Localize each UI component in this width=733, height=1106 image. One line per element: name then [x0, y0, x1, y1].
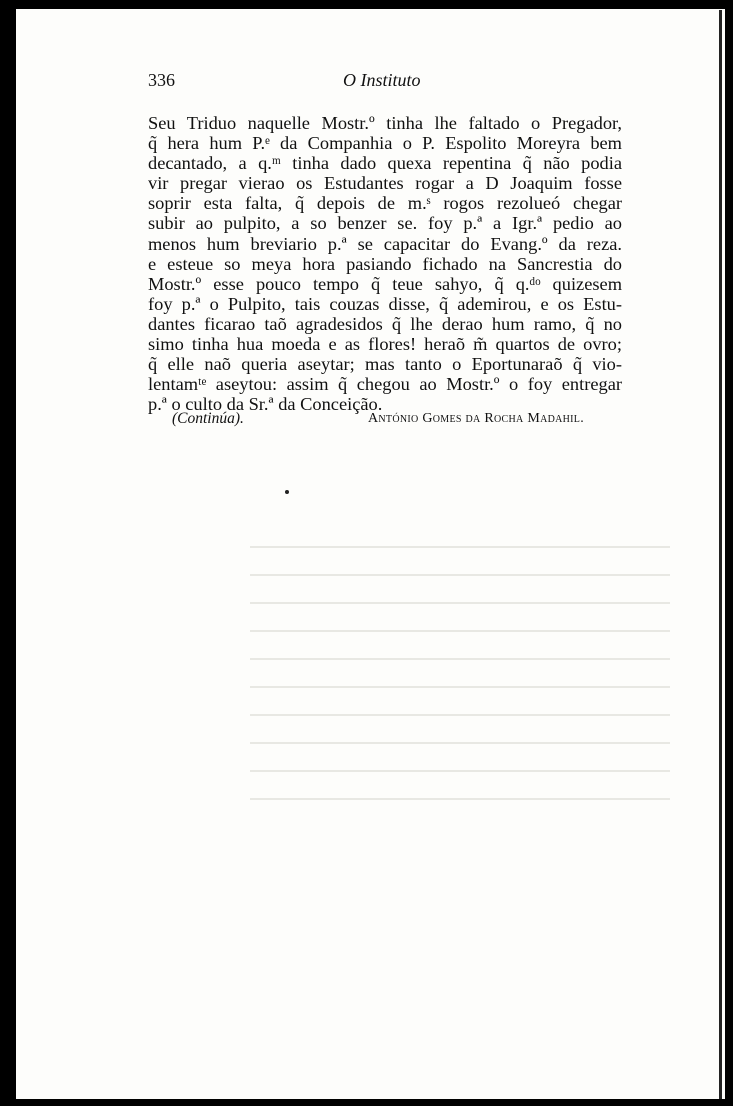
running-title: O Instituto [343, 70, 421, 90]
text-line: soprir esta falta, q̃ depois de m.ˢ rogos rezolueó chegar [148, 193, 622, 214]
text-line: vir pregar vierao os Estudantes rogar a D Joaquim fosse [148, 173, 622, 194]
scan-border-top [0, 0, 733, 9]
scan-border-right-inner [719, 10, 722, 1100]
text-line: e esteue so meya hora pasiando fichado na Sancrestia do [148, 253, 622, 274]
page-number: 336 [148, 70, 175, 90]
continued-note: (Continúa). [172, 410, 244, 427]
text-line: lentamᵗᵉ aseytou: assim q̃ chegou ao Mostr.º o foy entregar [148, 374, 622, 395]
text-line: decantado, a q.ᵐ tinha dado quexa repentina q̃ não podia [148, 153, 622, 174]
text-line: p.ª o culto da Sr.ª da Conceição. [148, 394, 383, 415]
author-signature: António Gomes da Rocha Madahil. [368, 411, 585, 426]
article-footer [172, 410, 612, 432]
text-line: menos hum breviario p.ª se capacitar do Evang.º da reza. [148, 233, 622, 254]
text-line: simo tinha hua moeda e as flores! heraõ m̃ quartos de ovro; [148, 334, 622, 355]
text-line: Mostr.º esse pouco tempo q̃ teue sahyo, q̃ q.ᵈᵒ quizesem [148, 273, 622, 294]
text-line: q̃ hera hum P.ᵉ da Companhia o P. Espolito Moreyra bem [148, 133, 622, 154]
page-header [148, 70, 622, 94]
text-line: dantes ficarao taõ agradesidos q̃ lhe derao hum ramo, q̃ no [148, 313, 622, 334]
text-line: q̃ elle naõ queria aseytar; mas tanto o Eportunaraõ q̃ vio- [148, 354, 622, 375]
reverse-side-bleed [250, 520, 670, 940]
text-line: Seu Triduo naquelle Mostr.º tinha lhe faltado o Pregador, [148, 113, 622, 133]
ink-speck [285, 490, 289, 494]
text-line: foy p.ª o Pulpito, tais couzas disse, q̃ ademirou, e os Estu- [148, 293, 622, 314]
body-paragraph [148, 113, 622, 414]
scan-border-right [725, 0, 733, 1106]
text-line: subir ao pulpito, a so benzer se. foy p.ª a Igr.ª pedio ao [148, 213, 622, 234]
scan-border-bottom [0, 1099, 733, 1106]
scan-border-left [0, 0, 16, 1106]
